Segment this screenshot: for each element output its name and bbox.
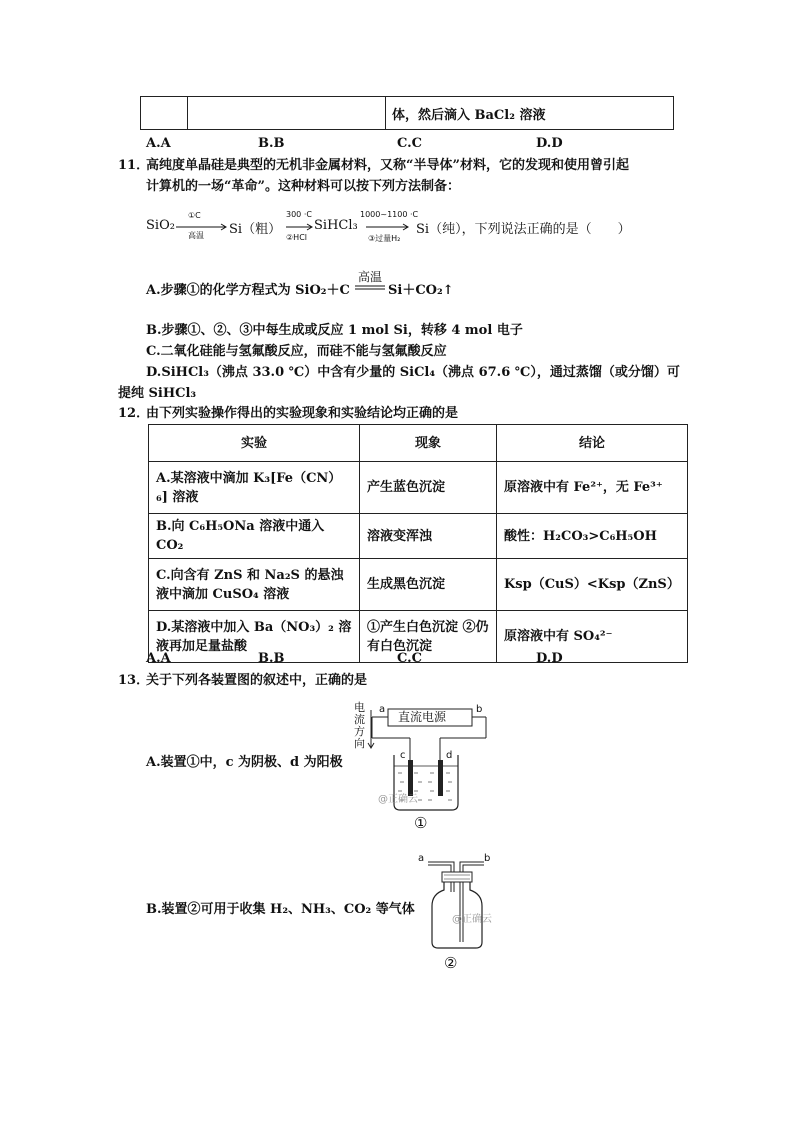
cell-experiment: D.某溶液中加入 Ba（NO₃）₂ 溶液再加足量盐酸 [149,611,360,663]
q11-option-a-text: A.步骤①的化学方程式为 SiO₂＋C [146,283,350,298]
table-header-row [149,425,688,462]
cell-conclusion: 原溶液中有 Fe²⁺，无 Fe³⁺ [497,462,688,514]
electrode-d-label: d [446,750,453,761]
equals-sign-icon [355,285,387,291]
arrow1-bottom: 高温 [188,231,204,240]
cell-conclusion: Ksp（CuS）<Ksp（ZnS） [497,559,688,611]
q11-option-c: C.二氧化硅能与氢氟酸反应，而硅不能与氢氟酸反应 [146,344,447,359]
device-2-number: ② [444,954,458,972]
q12-stem: 由下列实验操作得出的实验现象和实验结论均正确的是 [146,406,459,421]
device-2-gas-bottle [414,850,514,975]
top-table [140,96,674,130]
cell-observation: 生成黑色沉淀 [360,559,497,611]
reaction-si-crude: Si（粗） [229,222,282,237]
arrow3-icon [366,222,410,232]
q11-option-d-line1: D.SiHCl₃（沸点 33.0 ℃）中含有少量的 SiCl₄（沸点 67.6 ℃），通过蒸馏（或分馏）可 [146,365,680,380]
q11-number: 11． [118,158,150,173]
table-row [149,514,688,559]
option-d: D.D [536,651,563,666]
q11-reaction [146,208,666,248]
arrow2-icon [286,222,314,232]
header-conclusion: 结论 [497,425,688,462]
q11-option-b: B.步骤①、②、③中每生成或反应 1 mol Si，转移 4 mol 电子 [146,323,523,338]
terminal-a-label: a [379,704,386,715]
top-table-cell-1 [141,97,188,130]
q13-stem: 关于下列各装置图的叙述中，正确的是 [146,673,368,688]
option-b: B.B [258,651,285,666]
reaction-si-pure: Si（纯），下列说法正确的是（ ） [416,222,631,237]
option-c: C.C [397,136,422,151]
option-b: B.B [258,136,285,151]
cell-experiment: B.向 C₆H₅ONa 溶液中通入 CO₂ [149,514,360,559]
arrow2-top: 300 ·C [286,210,312,219]
q12-number: 12． [118,406,150,421]
q11-option-a [146,280,350,301]
reaction-sio2: SiO₂ [146,218,175,233]
arrow3-bottom: ③过量H₂ [368,234,401,243]
header-experiment: 实验 [149,425,360,462]
top-table-cell-2 [188,97,386,130]
experiment-table [148,424,688,663]
cell-experiment: A.某溶液中滴加 K₃[Fe（CN）₆] 溶液 [149,462,360,514]
q11-option-d-line2: 提纯 SiHCl₃ [118,386,197,401]
current-direction-label: 电流方向 [354,701,365,750]
table-row [149,559,688,611]
q13-option-b: B.装置②可用于收集 H₂、NH₃、CO₂ 等气体 [146,902,415,917]
q13-option-a: A.装置①中，c 为阴极、d 为阳极 [146,755,343,770]
device-1-number: ① [414,814,428,832]
header-observation: 现象 [360,425,497,462]
cell-observation: 溶液变浑浊 [360,514,497,559]
electrode-c-label: c [400,750,406,761]
watermark: @正确云 [452,914,492,925]
option-a: A.A [146,651,171,666]
q11-line2: 计算机的一场“革命”。这种材料可以按下列方法制备： [146,179,460,194]
option-d: D.D [536,136,563,151]
q11-option-a-condition: 高温 [358,270,383,284]
terminal-b-label: b [476,704,483,715]
cell-observation: 产生蓝色沉淀 [360,462,497,514]
cell-conclusion: 酸性：H₂CO₃>C₆H₅OH [497,514,688,559]
cell-observation: ①产生白色沉淀 ②仍有白色沉淀 [360,611,497,663]
table-row [149,462,688,514]
reaction-sihcl3: SiHCl₃ [314,218,358,233]
cell-conclusion: 原溶液中有 SO₄²⁻ [497,611,688,663]
watermark: @正确云 [378,794,418,805]
arrow2-bottom: ②HCl [286,233,307,242]
arrow1-top: ①C [188,211,201,220]
option-c: C.C [397,651,422,666]
q13-number: 13． [118,673,150,688]
top-table-cell-3: 体，然后滴入 BaCl₂ 溶液 [386,97,674,130]
option-a: A.A [146,136,171,151]
power-source-label: 直流电源 [398,710,447,724]
device-1-electrolysis [352,700,492,835]
outlet-b-label: b [484,853,491,864]
q11-option-a-product: Si＋CO₂↑ [388,283,454,298]
arrow3-top: 1000~1100 ·C [360,210,419,219]
q11-line1: 高纯度单晶硅是典型的无机非金属材料，又称“半导体”材料，它的发现和使用曾引起 [146,158,629,173]
cell-experiment: C.向含有 ZnS 和 Na₂S 的悬浊液中滴加 CuSO₄ 溶液 [149,559,360,611]
inlet-a-label: a [418,853,425,864]
